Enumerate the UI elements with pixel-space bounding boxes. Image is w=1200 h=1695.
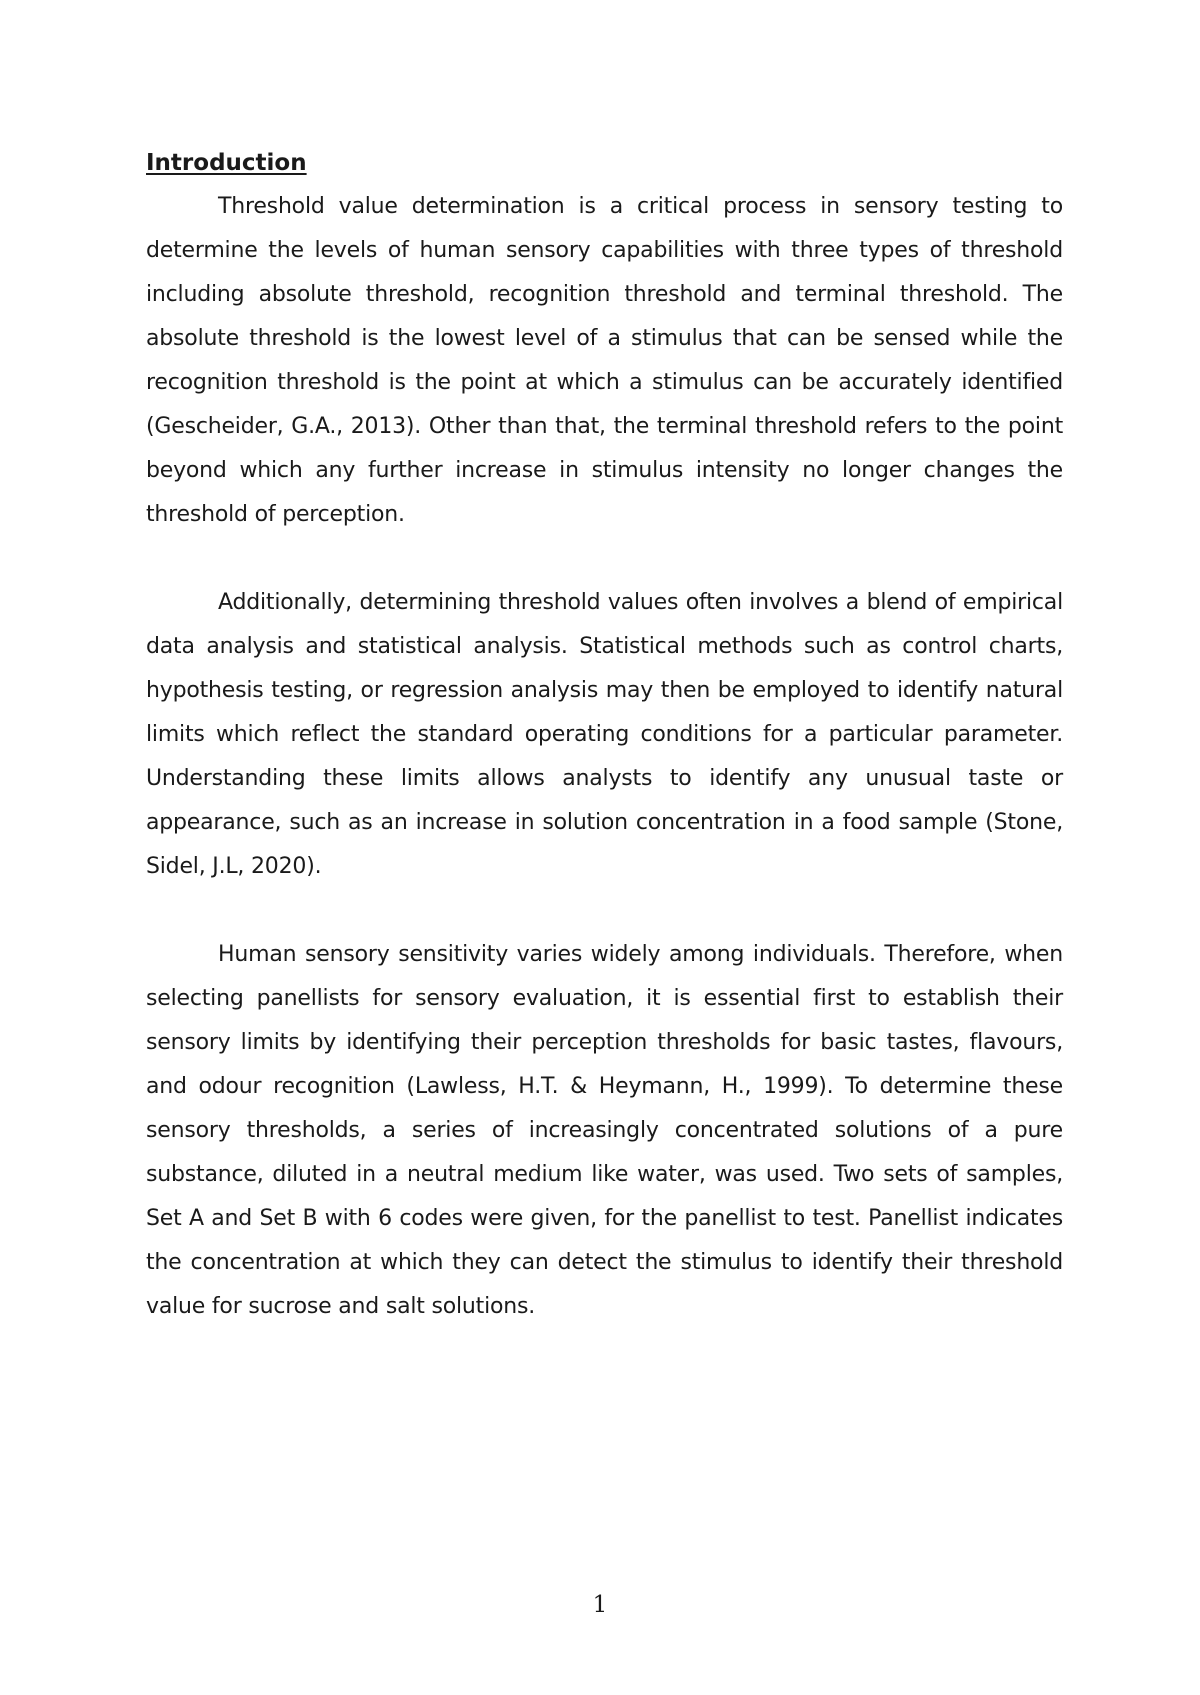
page-number: 1 (592, 1592, 608, 1618)
page-body (146, 141, 1063, 1329)
section-heading: Introduction (146, 150, 307, 176)
paragraph-statistical-analysis: Additionally, determining threshold values often involves a blend of empirical data analysis and statistical analysis. Statistical methods such as control charts, hypothesis testing, or regression analysis may then be employed to identify natural limits which reflect the standard operating conditions for a particular parameter. Understanding these limits allows analysts to identify any unusual taste or appearance, such as an increase in solution concentration in a food sample (Stone, Sidel, J.L, 2020). (146, 590, 1063, 879)
paragraph-sensory-sensitivity: Human sensory sensitivity varies widely among individuals. Therefore, when selecting panellists for sensory evaluation, it is essential first to establish their sensory limits by identifying their perception thresholds for basic tastes, flavours, and odour recognition (Lawless, H.T. & Heymann, H., 1999). To determine these sensory thresholds, a series of increasingly concentrated solutions of a pure substance, diluted in a neutral medium like water, was used. Two sets of samples, Set A and Set B with 6 codes were given, for the panellist to test. Panellist indicates the concentration at which they can detect the stimulus to identify their threshold value for sucrose and salt solutions. (146, 942, 1063, 1319)
paragraph-threshold-definition: Threshold value determination is a critical process in sensory testing to determine the levels of human sensory capabilities with three types of threshold including absolute threshold, recognition threshold and terminal threshold. The absolute threshold is the lowest level of a stimulus that can be sensed while the recognition threshold is the point at which a stimulus can be accurately identified (Gescheider, G.A., 2013). Other than that, the terminal threshold refers to the point beyond which any further increase in stimulus intensity no longer changes the threshold of perception. (146, 194, 1063, 527)
